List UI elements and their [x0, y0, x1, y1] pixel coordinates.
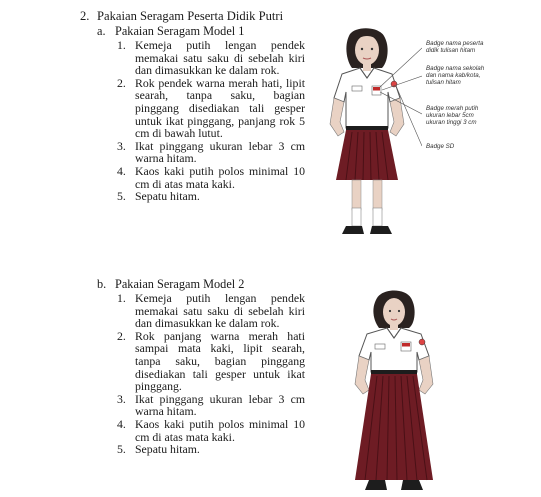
annotation-line: Badge SD — [426, 143, 455, 150]
section-heading — [80, 9, 283, 24]
list-item — [117, 140, 305, 165]
section-number: 2. — [80, 9, 90, 23]
uniform-model1-illustration — [312, 28, 422, 243]
item-number: 1. — [117, 291, 126, 305]
item-number: 4. — [117, 163, 126, 178]
item-text: Kemeja putih lengan pendek memakai satu saku di sebelah kiri dan dimasukkan ke dalam rok. — [135, 38, 305, 78]
list-item — [117, 39, 305, 77]
item-number: 5. — [117, 442, 126, 457]
list-item — [117, 393, 305, 418]
model2-title: Pakaian Seragam Model 2 — [115, 277, 245, 291]
item-text: Rok panjang warna merah hati sampai mata kaki, lipit searah, tanpa saku, bagian pinggang disediakan tali gesper untuk ikat pinggang. — [135, 328, 305, 394]
model1-letter: a. — [97, 24, 106, 38]
list-item — [117, 77, 305, 140]
item-number: 2. — [117, 75, 126, 90]
item-number: 2. — [117, 328, 126, 343]
item-text: Kaos kaki putih polos minimal 10 cm di atas mata kaki. — [135, 416, 305, 444]
list-item — [117, 292, 305, 330]
list-item — [117, 165, 305, 190]
item-text: Kaos kaki putih polos minimal 10 cm di atas mata kaki. — [135, 163, 305, 191]
item-number: 4. — [117, 416, 126, 431]
item-number: 5. — [117, 189, 126, 204]
section-title: Pakaian Seragam Peserta Didik Putri — [97, 9, 284, 23]
list-item — [117, 330, 305, 393]
item-text: Ikat pinggang ukuran lebar 3 cm warna hitam. — [135, 138, 305, 166]
item-text: Sepatu hitam. — [135, 442, 200, 457]
list-item — [117, 443, 305, 456]
annotation-badge-red-white — [426, 105, 478, 127]
annotation-line: ukuran tinggi 3 cm — [426, 119, 477, 127]
annotation-line: Badge nama peserta — [426, 40, 484, 47]
item-text: Rok pendek warna merah hati, lipit searah, tanpa saku, bagian pinggang disediakan tali gesper untuk ikat pinggang, panjang rok 5 cm di bawah lutut. — [135, 75, 305, 141]
model2-heading — [97, 277, 244, 292]
model2-letter: b. — [97, 277, 107, 291]
annotation-badge-name — [426, 40, 483, 54]
item-text: Kemeja putih lengan pendek memakai satu saku di sebelah kiri dan dimasukkan ke dalam rok. — [135, 291, 305, 331]
uniform-model2-illustration — [345, 290, 445, 494]
model1-list — [117, 39, 305, 203]
item-number: 3. — [117, 391, 126, 406]
model1-title: Pakaian Seragam Model 1 — [115, 24, 245, 38]
list-item — [117, 418, 305, 443]
item-text: Sepatu hitam. — [135, 189, 200, 204]
model2-list — [117, 292, 305, 456]
item-text: Ikat pinggang ukuran lebar 3 cm warna hitam. — [135, 391, 305, 419]
annotation-line: ukuran lebar 5cm — [426, 112, 474, 120]
model1-heading — [97, 24, 244, 39]
annotation-line: tulisan hitam — [426, 79, 461, 87]
annotation-line: didik tulisan hitam — [426, 47, 476, 55]
item-number: 3. — [117, 138, 126, 153]
list-item — [117, 190, 305, 203]
annotation-line: Badge merah putih — [426, 105, 479, 112]
item-number: 1. — [117, 38, 126, 52]
annotation-line: Badge nama sekolah — [426, 65, 485, 72]
annotation-badge-sd — [426, 143, 454, 150]
annotation-badge-school — [426, 65, 484, 87]
annotation-line: dan nama kab/kota, — [426, 72, 481, 80]
